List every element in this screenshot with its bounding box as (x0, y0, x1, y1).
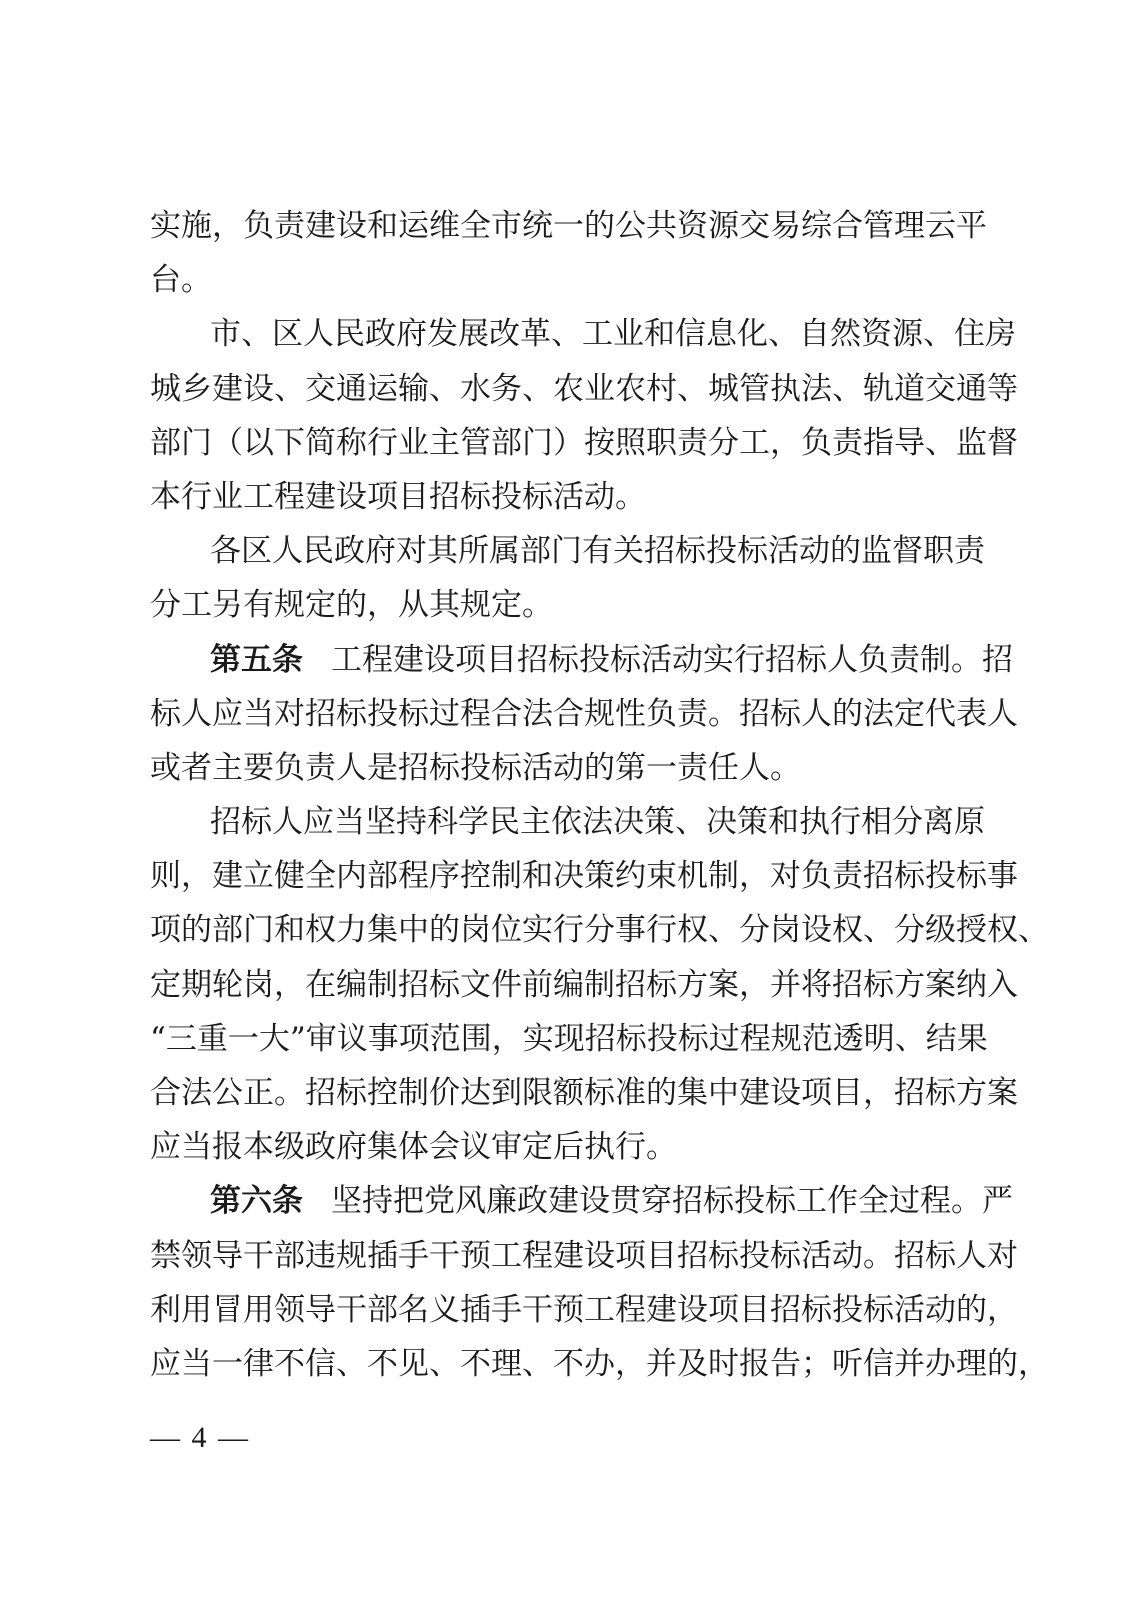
article-6 (150, 1174, 1049, 1391)
paragraph (150, 307, 1018, 524)
text-line: 定期轮岗，在编制招标文件前编制招标方案，并将招标方案纳入 (150, 966, 1018, 1003)
text-line: 城乡建设、交通运输、水务、农业农村、城管执法、轨道交通等 (150, 370, 1018, 407)
article-text: 工程建设项目招标投标活动实行招标人负责制。招 (331, 641, 1013, 678)
text-line: 合法公正。招标控制价达到限额标准的集中建设项目，招标方案 (150, 1075, 1018, 1111)
page-number: — 4 — (150, 1421, 250, 1454)
document-body (150, 199, 1049, 1391)
text-line: 禁领导干部违规插手干预工程建设项目招标投标活动。招标人对 (150, 1237, 1018, 1274)
text-line: 部门（以下简称行业主管部门）按照职责分工，负责指导、监督 (150, 424, 1018, 461)
text-line: 或者主要负责人是招标投标活动的第一责任人。 (150, 749, 801, 786)
text-line (150, 633, 1013, 687)
text-line: 利用冒用领导干部名义插手干预工程建设项目招标投标活动的， (150, 1291, 1018, 1328)
text-line: 实施，负责建设和运维全市统一的公共资源交易综合管理云平 (150, 208, 987, 244)
text-line (150, 1174, 1013, 1228)
text-line: 台。 (150, 262, 212, 299)
text-line: 应当报本级政府集体会议审定后执行。 (150, 1129, 677, 1166)
paragraph (150, 524, 985, 632)
text-line: 分工另有规定的，从其规定。 (150, 587, 553, 624)
paragraph (150, 199, 987, 307)
text-line: 招标人应当坚持科学民主依法决策、决策和执行相分离原 (210, 804, 985, 841)
text-line: 项的部门和权力集中的岗位实行分事行权、分岗设权、分级授权、 (150, 912, 1049, 949)
text-line: 应当一律不信、不见、不理、不办，并及时报告；听信并办理的， (150, 1345, 1049, 1382)
text-line: 本行业工程建设项目招标投标活动。 (150, 478, 646, 515)
paragraph (150, 795, 1049, 1174)
article-5 (150, 633, 1018, 796)
text-line: 标人应当对招标投标过程合法合规性负责。招标人的法定代表人 (150, 695, 1018, 732)
text-line: 各区人民政府对其所属部门有关招标投标活动的监督职责 (210, 533, 985, 570)
text-line: 则，建立健全内部程序控制和决策约束机制，对负责招标投标事 (150, 858, 1018, 895)
text-line: 市、区人民政府发展改革、工业和信息化、自然资源、住房 (210, 316, 1016, 353)
article-text: 坚持把党风廉政建设贯穿招标投标工作全过程。严 (331, 1183, 1013, 1220)
text-line: “三重一大”审议事项范围，实现招标投标过程规范透明、结果 (150, 1020, 988, 1057)
article-number: 第五条 (210, 641, 303, 678)
article-number: 第六条 (210, 1183, 303, 1220)
